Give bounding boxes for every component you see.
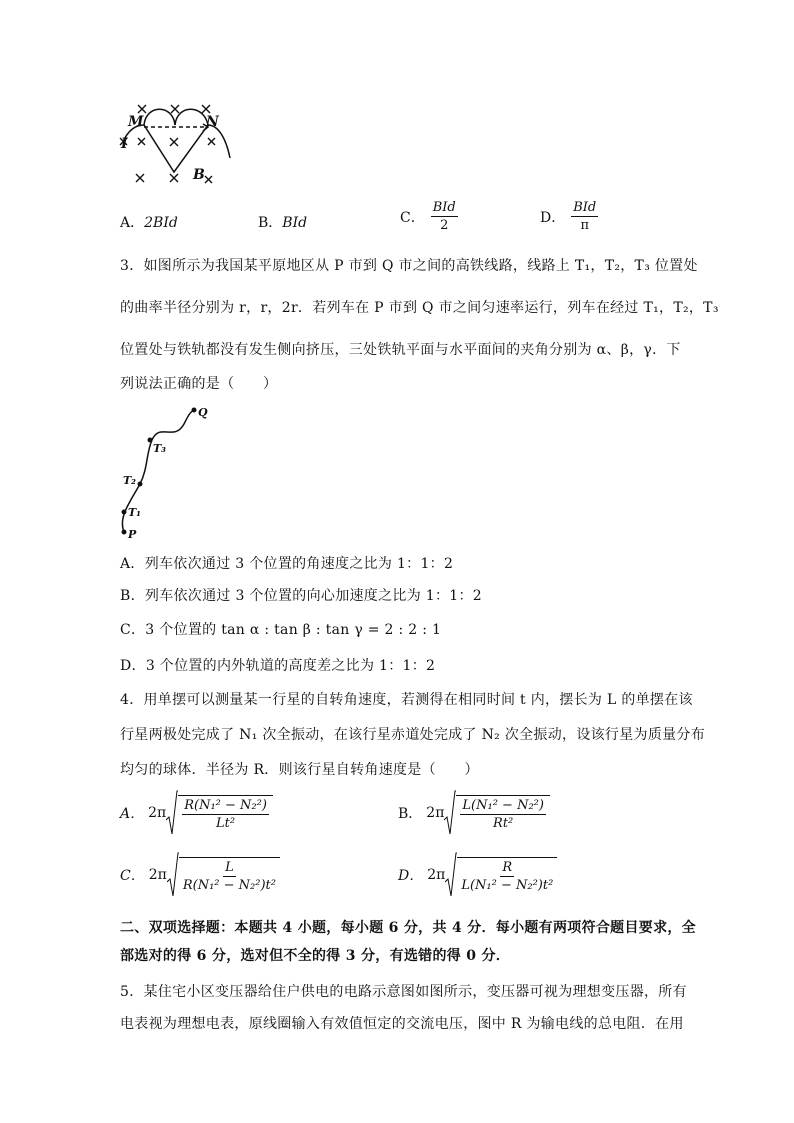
q3-option-b: B．列车依次通过 3 个位置的向心加速度之比为 1：1：2 — [120, 588, 482, 604]
point-Q — [192, 408, 197, 413]
label-T2: T₂ — [123, 474, 137, 487]
q3-figure — [112, 402, 212, 542]
label-T3: T₃ — [153, 442, 167, 455]
label-Q: Q — [198, 406, 208, 419]
label-B: B — [193, 167, 205, 183]
q2-option-d: D． $\frac{\text{BId}}{\pi}$ — [540, 200, 597, 233]
section2-line-1: 二、双项选择题：本题共 4 小题，每小题 6 分，共 4 分．每小题有两项符合题目要求，全 — [120, 920, 696, 936]
q4-option-b: B． 2π $\frac{\text{L(N₁² − N₂²)}}{\text{Rt²}}$ — [398, 790, 550, 836]
q3-line-1: 3．如图所示为我国某平原地区从 P 市到 Q 市之间的高铁线路，线路上 T₁，T₂，T₃ 位置处 — [120, 258, 698, 274]
q3-line-3: 位置处与铁轨都没有发生侧向挤压，三处铁轨平面与水平面间的夹角分别为 α、β，γ．下 — [120, 342, 681, 358]
q3-option-d: D．3 个位置的内外轨道的高度差之比为 1：1：2 — [120, 658, 436, 674]
q3-line-2: 的曲率半径分别为 r，r，2r．若列车在 P 市到 Q 市之间匀速率运行，列车在经过 T₁，T₂，T₃ — [120, 300, 719, 316]
q4-option-c: C． 2π $\frac{L}{\text{R(N₁² − N₂²)t²}}$ — [120, 852, 280, 898]
q3-option-a: A．列车依次通过 3 个位置的角速度之比为 1：1：2 — [120, 556, 454, 572]
point-P — [122, 530, 127, 535]
sqrt: $\frac{\text{L(N₁² − N₂²)}}{\text{Rt²}}$ — [444, 790, 550, 836]
q4-option-a: A． 2π $\frac{\text{R(N₁² − N₂²)}}{\text{Lt²}}$ — [120, 790, 273, 836]
label-P: P — [128, 528, 137, 541]
q3-option-c: C．3 个位置的 tan α : tan β : tan γ = 2 : 2 : 1 — [120, 622, 442, 638]
label-T1: T₁ — [128, 506, 142, 519]
sqrt: $\frac{\text{R(N₁² − N₂²)}}{\text{Lt²}}$ — [166, 790, 273, 836]
fraction: $\frac{\text{BId}}{\pi}$ — [573, 200, 597, 233]
q3-line-4: 列说法正确的是（ ） — [120, 376, 278, 392]
q2-figure — [118, 100, 248, 190]
point-T2 — [138, 482, 143, 487]
label-N: N — [206, 114, 219, 130]
label-M: M — [128, 114, 144, 130]
fraction: $\frac{\text{BId}}{2}$ — [432, 200, 456, 233]
q2-option-c: C． $\frac{\text{BId}}{2}$ — [400, 200, 456, 233]
point-T1 — [122, 510, 127, 515]
q2-option-b: B．BId — [258, 215, 308, 231]
q5-line-2: 电表视为理想电表，原线圈输入有效值恒定的交流电压，图中 R 为输电线的总电阻．在用 — [120, 1016, 684, 1032]
q4-line-1: 4．用单摆可以测量某一行星的自转角速度，若测得在相同时间 t 内，摆长为 L 的单摆在该 — [120, 692, 693, 708]
q4-line-2: 行星两极处完成了 N₁ 次全振动，在该行星赤道处完成了 N₂ 次全振动，设该行星为质量分布 — [120, 727, 706, 743]
sqrt: $\frac{L}{\text{R(N₁² − N₂²)t²}}$ — [167, 852, 280, 898]
section2-line-2: 部选对的得 6 分，选对但不全的得 3 分，有选错的得 0 分． — [120, 948, 511, 964]
q4-line-3: 均匀的球体．半径为 R．则该行星自转角速度是（ ） — [120, 762, 479, 778]
q5-line-1: 5．某住宅小区变压器给住户供电的电路示意图如图所示，变压器可视为理想变压器，所有 — [120, 984, 687, 1000]
q4-option-d: D． 2π $\frac{R}{\text{L(N₁² − N₂²)t²}}$ — [398, 852, 557, 898]
label-I: I — [121, 136, 128, 152]
sqrt: $\frac{R}{\text{L(N₁² − N₂²)t²}}$ — [445, 852, 557, 898]
point-T3 — [148, 438, 153, 443]
q2-option-a: A．2BId — [120, 215, 178, 231]
